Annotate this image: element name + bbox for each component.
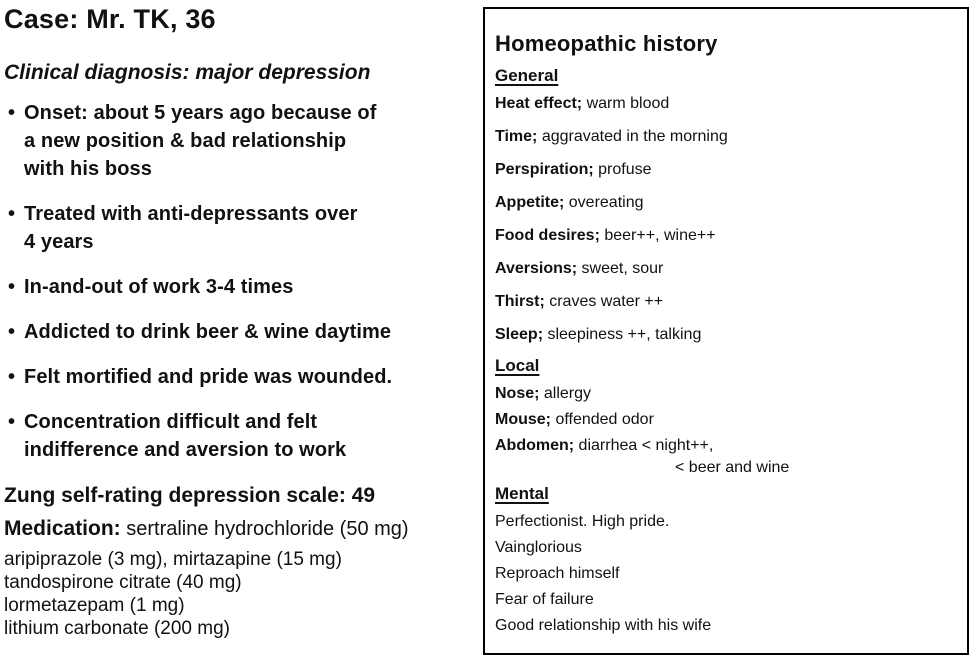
item-label: Mouse; — [495, 411, 551, 428]
section-heading-local: Local — [495, 356, 540, 375]
item-row-heat-effect — [495, 87, 959, 120]
page-title: Case: Mr. TK, 36 — [4, 4, 216, 34]
bullet-line: • Addicted to drink beer & wine daytime — [24, 321, 392, 343]
case-bullet-list — [4, 99, 466, 464]
item-label: Thirst; — [495, 293, 545, 310]
item-label: Food desires; — [495, 227, 600, 244]
item-row-thirst — [495, 285, 959, 318]
item-label: Abdomen; — [495, 437, 575, 454]
panel-title: Homeopathic history — [495, 31, 718, 56]
bullet-item-concentration — [4, 408, 466, 464]
medication-line: lormetazepam (1 mg) — [4, 595, 185, 616]
bullet-line: • Concentration difficult and felt — [24, 411, 318, 433]
medication-line: aripiprazole (3 mg), mirtazapine (15 mg) — [4, 549, 342, 570]
item-row-vainglorious: Vainglorious — [495, 539, 582, 556]
bullet-item-addicted — [4, 318, 466, 346]
item-row-fear: Fear of failure — [495, 591, 594, 608]
item-label: Aversions; — [495, 260, 578, 277]
item-label: Nose; — [495, 385, 540, 402]
clinical-diagnosis-line: Clinical diagnosis: major depression — [4, 61, 371, 84]
bullet-line: • Onset: about 5 years ago because of — [24, 102, 377, 124]
section-heading-mental: Mental — [495, 484, 549, 503]
bullet-line: a new position & bad relationship — [24, 130, 347, 152]
medication-label: Medication: — [4, 517, 121, 540]
bullet-line: • Felt mortified and pride was wounded. — [24, 366, 393, 388]
item-label: Perspiration; — [495, 161, 594, 178]
medication-line: lithium carbonate (200 mg) — [4, 618, 230, 639]
bullet-line: 4 years — [24, 231, 94, 253]
item-row-perspiration — [495, 153, 959, 186]
item-row-aversions — [495, 252, 959, 285]
item-row-reproach: Reproach himself — [495, 565, 620, 582]
medication-list — [4, 548, 466, 640]
bullet-item-onset — [4, 99, 466, 183]
bullet-item-mortified — [4, 363, 466, 391]
bullet-line: indifference and aversion to work — [24, 439, 347, 461]
item-value: sweet, sour — [577, 260, 664, 277]
bullet-item-treated — [4, 200, 466, 256]
item-row-perfectionist: Perfectionist. High pride. — [495, 513, 670, 530]
item-value: aggravated in the morning — [537, 128, 728, 145]
zung-score-line: Zung self-rating depression scale: 49 — [4, 484, 376, 507]
item-label: Appetite; — [495, 194, 565, 211]
medication-line-first — [4, 516, 466, 542]
bullet-line: • In-and-out of work 3-4 times — [24, 276, 294, 298]
bullet-line: with his boss — [24, 158, 152, 180]
medication-line: tandospirone citrate (40 mg) — [4, 572, 242, 593]
case-summary-column — [4, 4, 466, 640]
item-value: overeating — [564, 194, 644, 211]
item-label: Heat effect; — [495, 95, 583, 112]
item-value: diarrhea < night++, — [574, 437, 714, 454]
item-value: allergy — [539, 385, 592, 402]
item-row-time — [495, 120, 959, 153]
item-row-wife: Good relationship with his wife — [495, 617, 712, 634]
item-row-abdomen-continuation: < beer and wine — [675, 459, 790, 476]
bullet-line: • Treated with anti-depressants over — [24, 203, 358, 225]
item-row-food-desires — [495, 219, 959, 252]
item-value: sleepiness ++, talking — [543, 326, 702, 343]
item-row-nose — [495, 381, 959, 407]
item-label: Sleep; — [495, 326, 544, 343]
item-value: beer++, wine++ — [599, 227, 716, 244]
item-row-sleep — [495, 318, 959, 351]
item-value: profuse — [593, 161, 652, 178]
item-row-appetite — [495, 186, 959, 219]
item-value: offended odor — [551, 411, 654, 428]
section-heading-general: General — [495, 66, 559, 85]
item-value: craves water ++ — [544, 293, 664, 310]
item-row-mouse — [495, 407, 959, 433]
medication-first-value: sertraline hydrochloride (50 mg) — [120, 518, 409, 540]
item-value: warm blood — [582, 95, 670, 112]
homeopathic-history-panel — [483, 7, 969, 655]
bullet-item-work — [4, 273, 466, 301]
item-label: Time; — [495, 128, 538, 145]
